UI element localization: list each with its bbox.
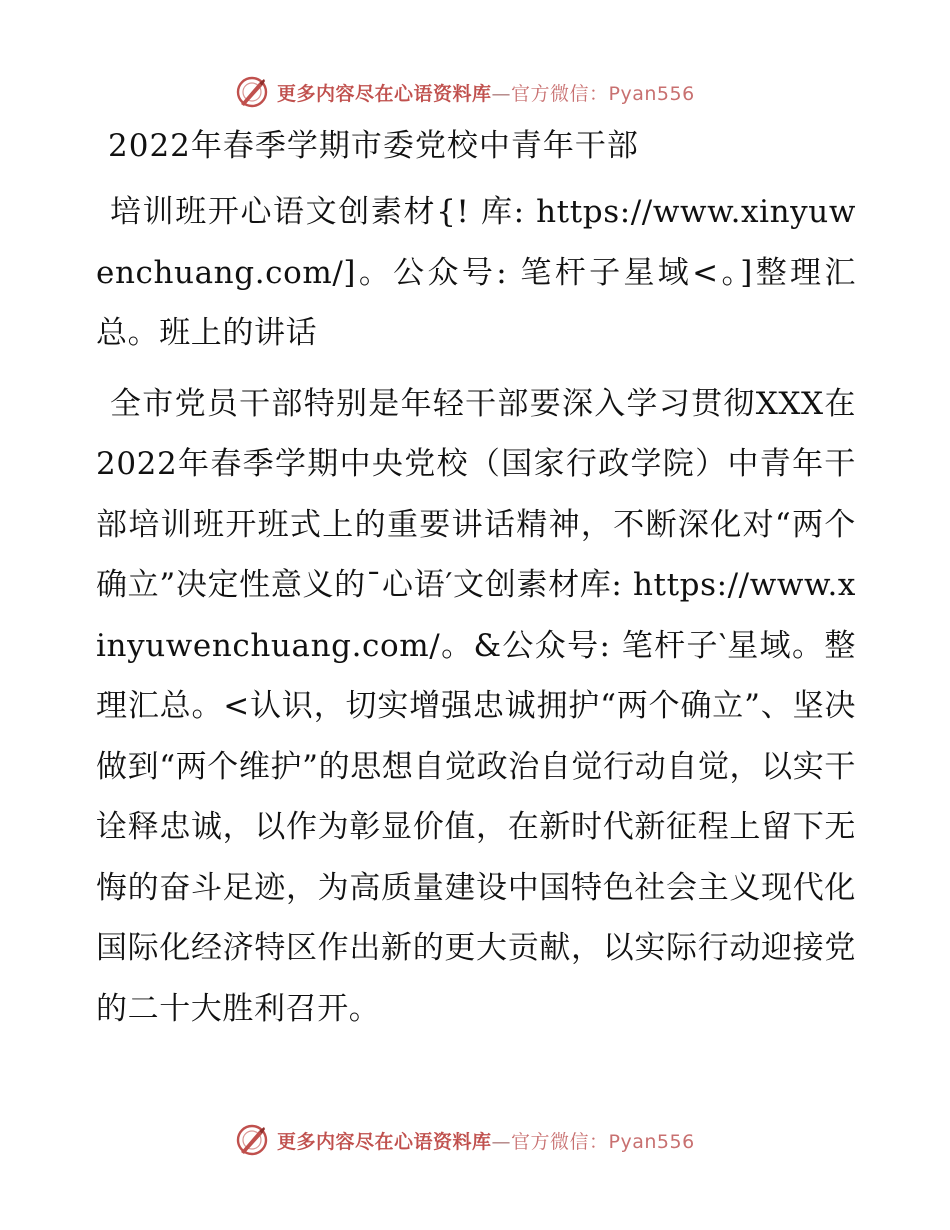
document-paragraph-2: 全市党员干部特别是年轻干部要深入学习贯彻XXX在2022年春季学期中央党校（国家行政学院）中青年干部培训班开班式上的重要讲话精神，不断深化对“两个确立”决定性意义的¯心语′文创素材库: https://www.xinyuwenchuang.com/。&公众号: 笔杆子‵星域。整理汇总。<认识，切实增强忠诚拥护“两个确立”、坚决做到“两个维护”的思想自觉政治自觉行动自觉，以实干诠释忠诚，以作为彰显价值，在新时代新征程上留下无悔的奋斗足迹，为高质量建设中国特色社会主义现代化国际化经济特区作出新的更大贡献，以实际行动迎接党的二十大胜利召开。 <box>96 385 856 1027</box>
watermark-dash: — <box>491 82 512 105</box>
watermark-wechat-text: 官方微信：Pyan556 <box>511 1130 695 1153</box>
header-watermark-banner <box>235 72 715 112</box>
quill-pen-logo-icon <box>235 1123 269 1157</box>
quill-pen-logo-icon <box>235 75 269 109</box>
document-title: 2022年春季学期市委党校中青年干部 <box>108 128 639 164</box>
watermark-dash: — <box>491 1130 512 1153</box>
watermark-text <box>277 1127 695 1154</box>
watermark-lead-text: 更多内容尽在心语资料库 <box>277 1130 492 1153</box>
watermark-wechat-text: 官方微信：Pyan556 <box>511 82 695 105</box>
document-paragraph-1: 培训班开心语文创素材{! 库: https://www.xinyuwenchuang.com/]。公众号: 笔杆子星域<。]整理汇总。班上的讲话 <box>96 194 856 351</box>
document-body <box>96 118 856 1039</box>
watermark-text <box>277 79 695 106</box>
watermark-lead-text: 更多内容尽在心语资料库 <box>277 82 492 105</box>
footer-watermark-banner <box>235 1120 715 1160</box>
